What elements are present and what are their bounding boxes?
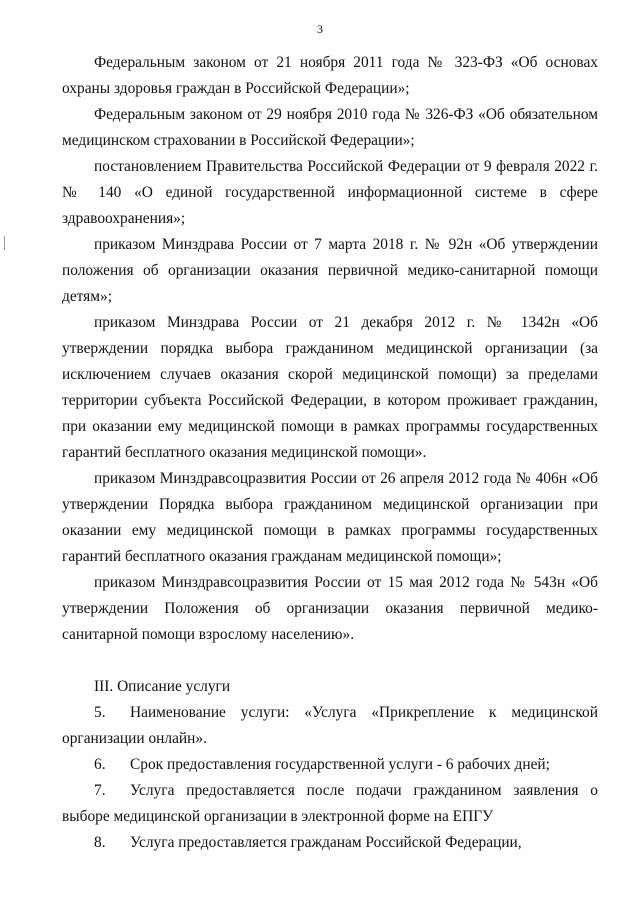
item-text: Наименование услуги: «Услуга «Прикрепление к медицинской организации онлайн». bbox=[62, 704, 598, 747]
item-number: 7. bbox=[94, 782, 106, 799]
paragraph: Федеральным законом от 29 ноября 2010 года № 326-ФЗ «Об обязательном медицинском страховании в Российской Федерации»; bbox=[62, 106, 598, 149]
paragraph: приказом Минздрава России от 7 марта 2018 г. № 92н «Об утверждении положения об организации оказания первичной медико-санитарной помощи детям»; bbox=[62, 236, 598, 305]
item-text: Услуга предоставляется после подачи гражданином заявления о выборе медицинской организации в электронной форме на ЕПГУ bbox=[62, 782, 598, 825]
item-number: 5. bbox=[94, 704, 106, 721]
document-body bbox=[62, 50, 598, 856]
numbered-item bbox=[62, 752, 598, 778]
item-text: Услуга предоставляется гражданам Российской Федерации, bbox=[130, 834, 522, 851]
margin-mark bbox=[4, 236, 5, 250]
paragraph: приказом Минздравсоцразвития России от 26 апреля 2012 года № 406н «Об утверждении Порядка выбора гражданином медицинской организации при оказании ему медицинской помощи в рамках программы государственных гарантий бесплатного оказания гражданам медицинской помощи»; bbox=[62, 470, 598, 565]
paragraph: приказом Минздрава России от 21 декабря 2012 г. № 1342н «Об утверждении порядка выбора гражданином медицинской организации (за исключением случаев оказания скорой медицинской помощи) за пределами территории субъекта Российской Федерации, в котором проживает гражданин, при оказании ему медицинской помощи в рамках программы государственных гарантий бесплатного оказания медицинской помощи». bbox=[62, 314, 598, 461]
paragraph: Федеральным законом от 21 ноября 2011 года № 323-ФЗ «Об основах охраны здоровья граждан в Российской Федерации»; bbox=[62, 54, 598, 97]
numbered-item bbox=[62, 700, 598, 752]
page-number: 3 bbox=[317, 22, 323, 36]
paragraph: приказом Минздравсоцразвития России от 15 мая 2012 года № 543н «Об утверждении Положения об организации оказания первичной медико-санитарной помощи взрослому населению». bbox=[62, 574, 598, 643]
numbered-item bbox=[62, 778, 598, 830]
item-number: 6. bbox=[94, 756, 106, 773]
item-number: 8. bbox=[94, 834, 106, 851]
numbered-item bbox=[62, 830, 598, 856]
section-heading: III. Описание услуги bbox=[94, 678, 231, 695]
item-text: Срок предоставления государственной услуги - 6 рабочих дней; bbox=[130, 756, 550, 773]
paragraph: постановлением Правительства Российской Федерации от 9 февраля 2022 г. № 140 «О единой государственной информационной системе в сфере здравоохранения»; bbox=[62, 158, 598, 227]
